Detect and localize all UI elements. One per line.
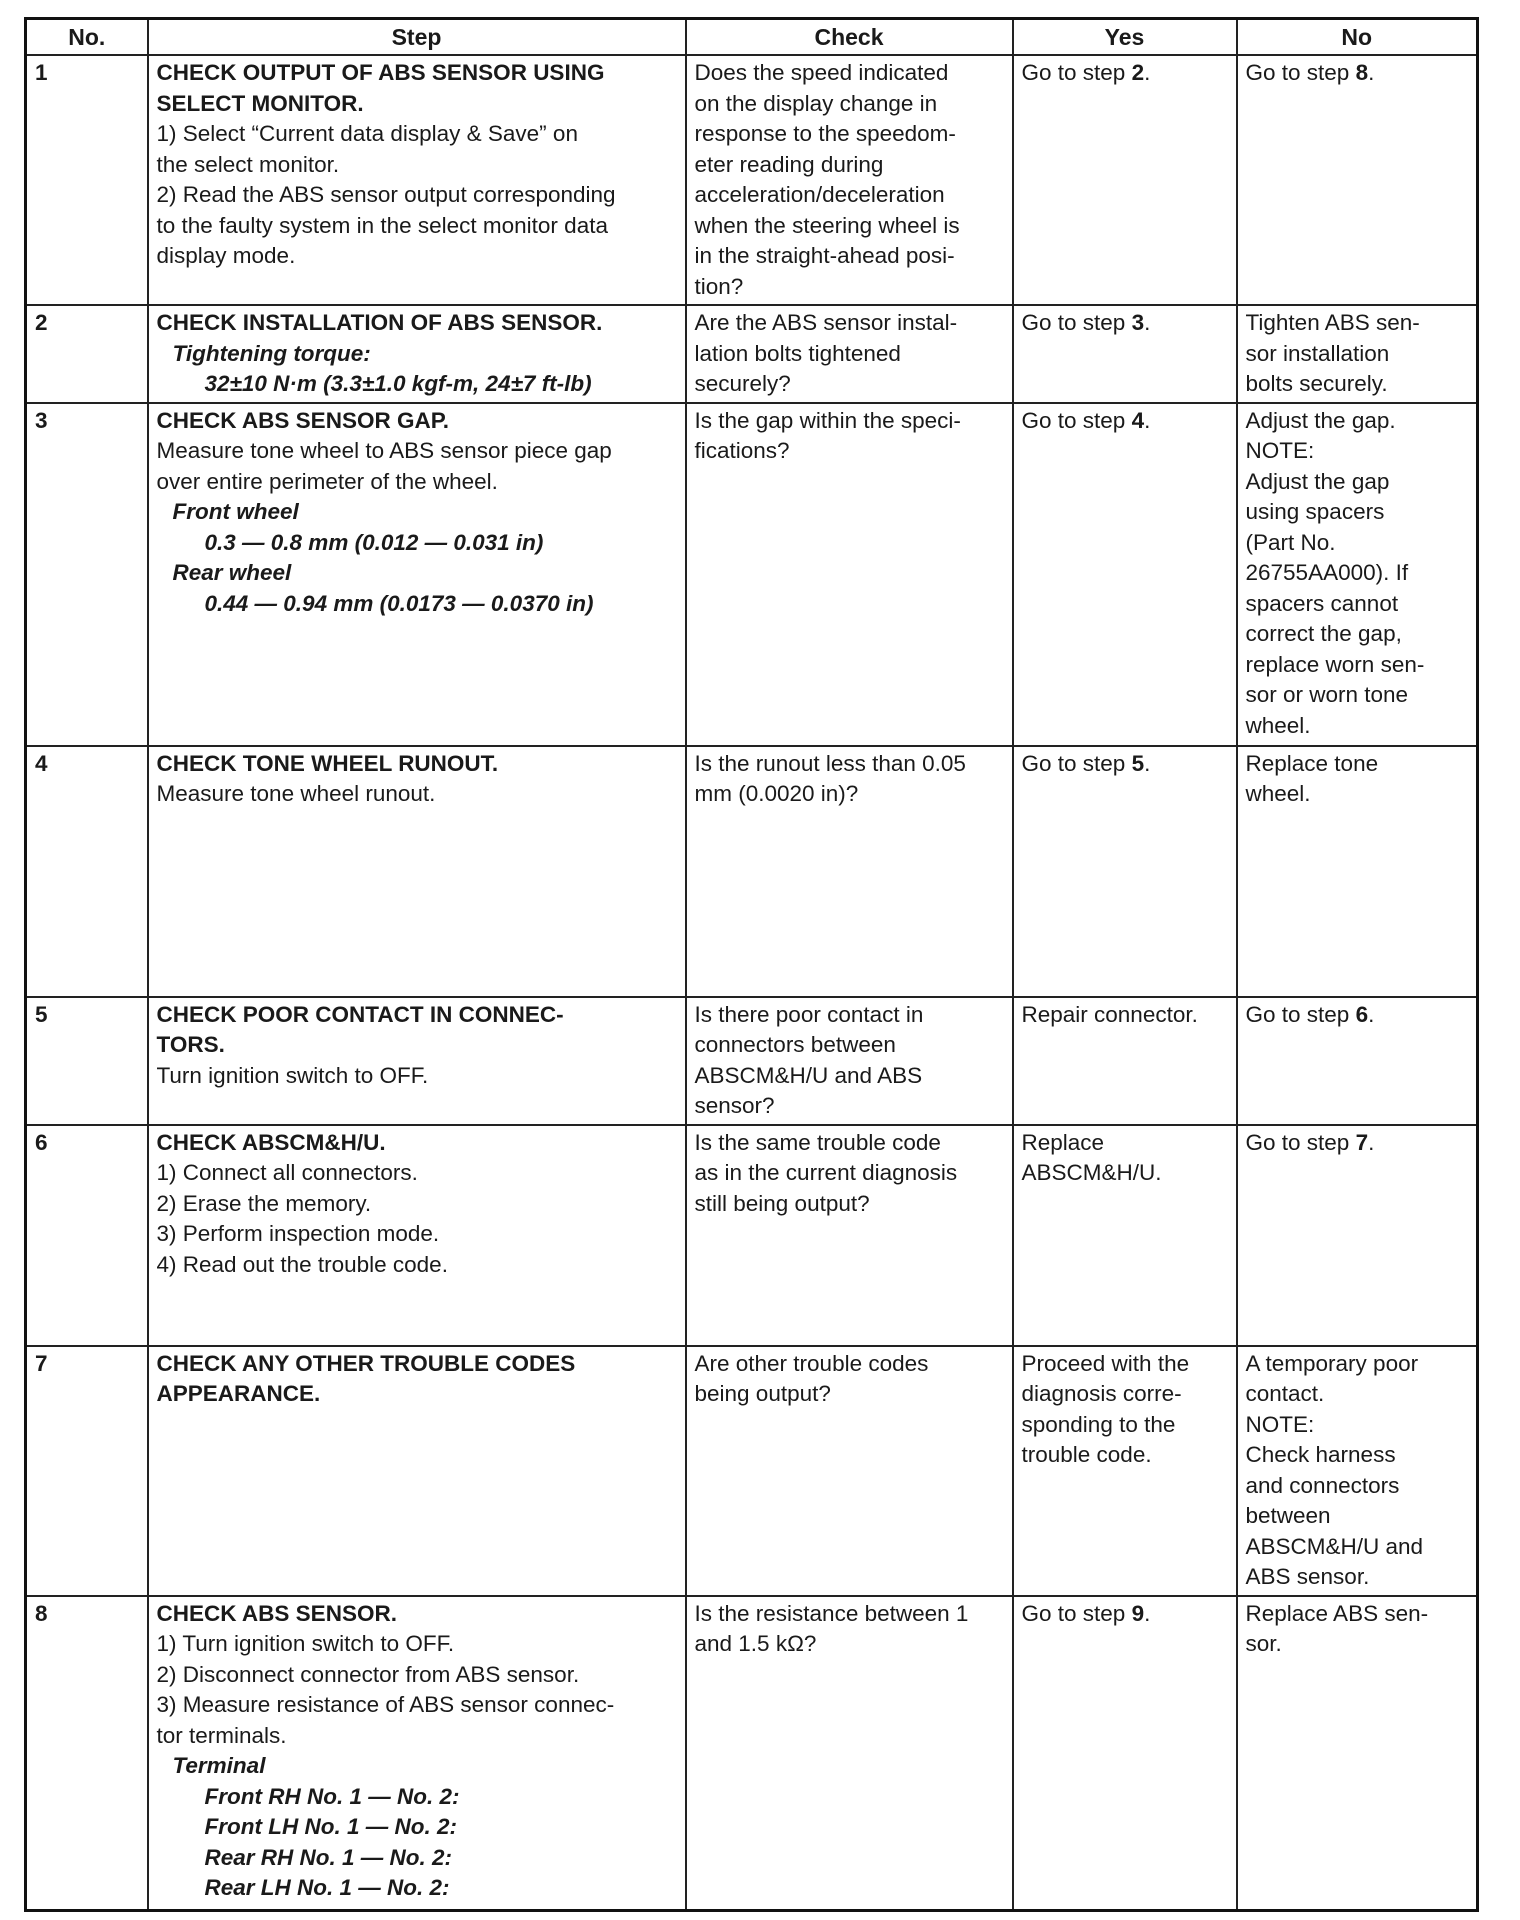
no-text: 26755AA000). If — [1245, 560, 1409, 585]
step-text: the select monitor. — [156, 151, 340, 177]
spec-value: Rear LH No. 1 — No. 2: — [204, 1875, 450, 1900]
table-row — [26, 403, 1478, 746]
no-text: NOTE: — [1245, 438, 1315, 463]
step-text: Measure tone wheel runout. — [156, 781, 436, 806]
step-title: TORS. — [156, 1032, 225, 1057]
step-text: over entire perimeter of the wheel. — [156, 468, 498, 494]
check-text: Is there poor contact in — [694, 1001, 924, 1027]
check-cell — [686, 305, 1013, 403]
header-no-result: No — [1237, 19, 1478, 56]
yes-cell — [1013, 1346, 1237, 1596]
step-number: 4 — [26, 746, 148, 997]
no-text: replace worn sen- — [1245, 651, 1425, 677]
step-title: CHECK ANY OTHER TROUBLE CODES — [156, 1350, 576, 1376]
yes-step-ref: 3 — [1131, 310, 1145, 335]
no-text: ABS sensor. — [1245, 1564, 1370, 1589]
spec-value: 32±10 N·m (3.3±1.0 kgf-m, 24±7 ft-lb) — [204, 371, 592, 396]
check-text: lation bolts tightened — [694, 340, 901, 366]
step-text: display mode. — [156, 243, 296, 268]
table-row — [26, 1346, 1478, 1596]
no-text: NOTE: — [1245, 1411, 1315, 1437]
step-number: 7 — [26, 1346, 148, 1596]
check-text: securely? — [694, 371, 791, 396]
no-cell — [1237, 1596, 1478, 1911]
no-cell: Go to step 6. — [1237, 997, 1478, 1125]
step-text: to the faulty system in the select monitor data — [156, 212, 608, 238]
no-text: Check harness — [1245, 1442, 1396, 1467]
step-title: CHECK OUTPUT OF ABS SENSOR USING — [156, 60, 605, 85]
yes-step-ref: 4 — [1131, 407, 1145, 433]
check-text: mm (0.0020 in)? — [694, 781, 859, 806]
check-text: acceleration/deceleration — [694, 182, 945, 207]
step-title: APPEARANCE. — [156, 1381, 321, 1406]
yes-text: diagnosis corre- — [1021, 1381, 1182, 1406]
header-check: Check — [686, 19, 1013, 56]
yes-text: Go to step — [1021, 407, 1132, 433]
check-cell — [686, 1125, 1013, 1346]
no-step-ref: 6 — [1355, 1001, 1369, 1027]
table-row — [26, 997, 1478, 1125]
no-text: (Part No. — [1245, 529, 1336, 555]
step-cell — [148, 746, 686, 997]
yes-text: sponding to the — [1021, 1411, 1176, 1437]
yes-text: Go to step — [1021, 1600, 1132, 1626]
spec-value: Rear RH No. 1 — No. 2: — [204, 1844, 453, 1870]
step-text: 3) Perform inspection mode. — [156, 1221, 440, 1246]
step-title: CHECK ABS SENSOR GAP. — [156, 407, 450, 433]
no-text: using spacers — [1245, 499, 1385, 524]
no-text: Replace ABS sen- — [1245, 1600, 1429, 1626]
check-cell — [686, 1596, 1013, 1911]
check-text: Are other trouble codes — [694, 1350, 929, 1376]
step-cell — [148, 55, 686, 305]
table-row — [26, 1596, 1478, 1911]
header-step: Step — [148, 19, 686, 56]
step-text: Measure tone wheel to ABS sensor piece gap — [156, 438, 612, 463]
step-text: 2) Read the ABS sensor output corresponding — [156, 182, 616, 207]
no-text: spacers cannot — [1245, 590, 1399, 616]
step-number: 5 — [26, 997, 148, 1125]
step-text: 4) Read out the trouble code. — [156, 1251, 448, 1277]
check-text: eter reading during — [694, 151, 884, 177]
header-row — [26, 19, 1478, 56]
yes-text: Go to step — [1021, 310, 1132, 335]
yes-cell: Go to step 2. — [1013, 55, 1237, 305]
no-cell — [1237, 403, 1478, 746]
step-text: 3) Measure resistance of ABS sensor connec- — [156, 1692, 615, 1717]
step-title: SELECT MONITOR. — [156, 90, 364, 116]
no-text: Adjust the gap — [1245, 468, 1390, 494]
table-row — [26, 305, 1478, 403]
yes-step-ref: 9 — [1131, 1600, 1145, 1626]
check-text: when the steering wheel is — [694, 212, 960, 238]
spec-label: Terminal — [172, 1753, 266, 1778]
no-text: contact. — [1245, 1381, 1325, 1406]
no-text: wheel. — [1245, 712, 1311, 738]
check-text: Is the runout less than 0.05 — [694, 750, 966, 776]
step-title: CHECK TONE WHEEL RUNOUT. — [156, 750, 499, 776]
step-text: 1) Turn ignition switch to OFF. — [156, 1631, 455, 1656]
step-text: tor terminals. — [156, 1722, 287, 1748]
check-text: and 1.5 kΩ? — [694, 1631, 817, 1656]
no-text: wheel. — [1245, 781, 1311, 806]
step-number: 2 — [26, 305, 148, 403]
yes-cell — [1013, 997, 1237, 1125]
step-cell — [148, 1346, 686, 1596]
no-step-ref: 8 — [1355, 60, 1369, 85]
no-text: Go to step — [1245, 1129, 1356, 1155]
spec-label: Tightening torque: — [172, 340, 371, 366]
check-text: Are the ABS sensor instal- — [694, 310, 958, 335]
table-row — [26, 1125, 1478, 1346]
yes-text: ABSCM&H/U. — [1021, 1160, 1162, 1185]
spec-value: Front LH No. 1 — No. 2: — [204, 1814, 457, 1839]
spec-value: Front RH No. 1 — No. 2: — [204, 1783, 460, 1809]
yes-text: Go to step — [1021, 60, 1132, 85]
table-row — [26, 55, 1478, 305]
yes-cell: Go to step 5. — [1013, 746, 1237, 997]
yes-text: Go to step — [1021, 750, 1132, 776]
check-text: Is the gap within the speci- — [694, 407, 961, 433]
yes-cell: Go to step 9. — [1013, 1596, 1237, 1911]
no-text: Go to step — [1245, 1001, 1356, 1027]
step-title: CHECK ABSCM&H/U. — [156, 1129, 386, 1155]
yes-text: Proceed with the — [1021, 1350, 1190, 1376]
check-text: Does the speed indicated — [694, 60, 949, 85]
table-row — [26, 746, 1478, 997]
check-text: on the display change in — [694, 90, 938, 116]
step-text: 1) Select “Current data display & Save” on — [156, 121, 578, 146]
spec-label: Rear wheel — [172, 560, 292, 585]
yes-cell — [1013, 1125, 1237, 1346]
step-text: 1) Connect all connectors. — [156, 1160, 418, 1185]
check-text: Is the same trouble code — [694, 1129, 941, 1155]
no-text: correct the gap, — [1245, 621, 1402, 646]
no-cell — [1237, 305, 1478, 403]
step-text: 2) Disconnect connector from ABS sensor. — [156, 1661, 580, 1687]
no-text: sor or worn tone — [1245, 682, 1409, 707]
check-text: connectors between — [694, 1032, 896, 1057]
yes-step-ref: 5 — [1131, 750, 1145, 776]
no-text: sor. — [1245, 1631, 1282, 1656]
spec-value: 0.3 — 0.8 mm (0.012 — 0.031 in) — [204, 529, 544, 555]
no-cell — [1237, 1346, 1478, 1596]
no-text: Replace tone — [1245, 750, 1379, 776]
no-text: sor installation — [1245, 340, 1390, 366]
step-cell — [148, 997, 686, 1125]
diagnosis-table — [24, 17, 1479, 1912]
check-cell — [686, 746, 1013, 997]
check-text: ABSCM&H/U and ABS — [694, 1062, 923, 1088]
spec-value: 0.44 — 0.94 mm (0.0173 — 0.0370 in) — [204, 590, 594, 616]
no-step-ref: 7 — [1355, 1129, 1369, 1155]
no-text: Tighten ABS sen- — [1245, 310, 1420, 335]
no-cell: Go to step 8. — [1237, 55, 1478, 305]
yes-cell: Go to step 3. — [1013, 305, 1237, 403]
no-cell — [1237, 746, 1478, 997]
no-text: A temporary poor — [1245, 1350, 1419, 1376]
step-title: CHECK INSTALLATION OF ABS SENSOR. — [156, 310, 603, 335]
no-text: and connectors — [1245, 1472, 1400, 1498]
no-text: ABSCM&H/U and — [1245, 1533, 1424, 1559]
step-cell — [148, 1125, 686, 1346]
check-cell — [686, 55, 1013, 305]
check-text: being output? — [694, 1381, 831, 1406]
step-number: 6 — [26, 1125, 148, 1346]
yes-text: Replace — [1021, 1129, 1105, 1155]
step-text: Turn ignition switch to OFF. — [156, 1062, 429, 1088]
step-text: 2) Erase the memory. — [156, 1190, 372, 1216]
check-text: response to the speedom- — [694, 121, 956, 146]
check-text: tion? — [694, 273, 744, 299]
check-text: fications? — [694, 438, 790, 463]
check-text: as in the current diagnosis — [694, 1160, 958, 1185]
no-cell: Go to step 7. — [1237, 1125, 1478, 1346]
step-number: 1 — [26, 55, 148, 305]
header-no: No. — [26, 19, 148, 56]
step-title: CHECK POOR CONTACT IN CONNEC- — [156, 1001, 564, 1027]
check-text: still being output? — [694, 1190, 870, 1216]
step-cell — [148, 1596, 686, 1911]
header-yes: Yes — [1013, 19, 1237, 56]
no-text: bolts securely. — [1245, 371, 1388, 396]
check-cell — [686, 403, 1013, 746]
yes-text: trouble code. — [1021, 1442, 1152, 1467]
step-number: 3 — [26, 403, 148, 746]
no-text: Adjust the gap. — [1245, 407, 1396, 433]
check-text: sensor? — [694, 1093, 775, 1118]
yes-step-ref: 2 — [1131, 60, 1145, 85]
check-cell — [686, 1346, 1013, 1596]
check-text: Is the resistance between 1 — [694, 1600, 969, 1626]
no-text: Go to step — [1245, 60, 1356, 85]
step-cell — [148, 305, 686, 403]
spec-label: Front wheel — [172, 499, 299, 524]
step-number: 8 — [26, 1596, 148, 1911]
yes-cell: Go to step 4. — [1013, 403, 1237, 746]
step-title: CHECK ABS SENSOR. — [156, 1600, 397, 1626]
check-text: in the straight-ahead posi- — [694, 243, 955, 268]
yes-text: Repair connector. — [1021, 1001, 1198, 1027]
step-cell — [148, 403, 686, 746]
check-cell — [686, 997, 1013, 1125]
no-text: between — [1245, 1503, 1331, 1528]
